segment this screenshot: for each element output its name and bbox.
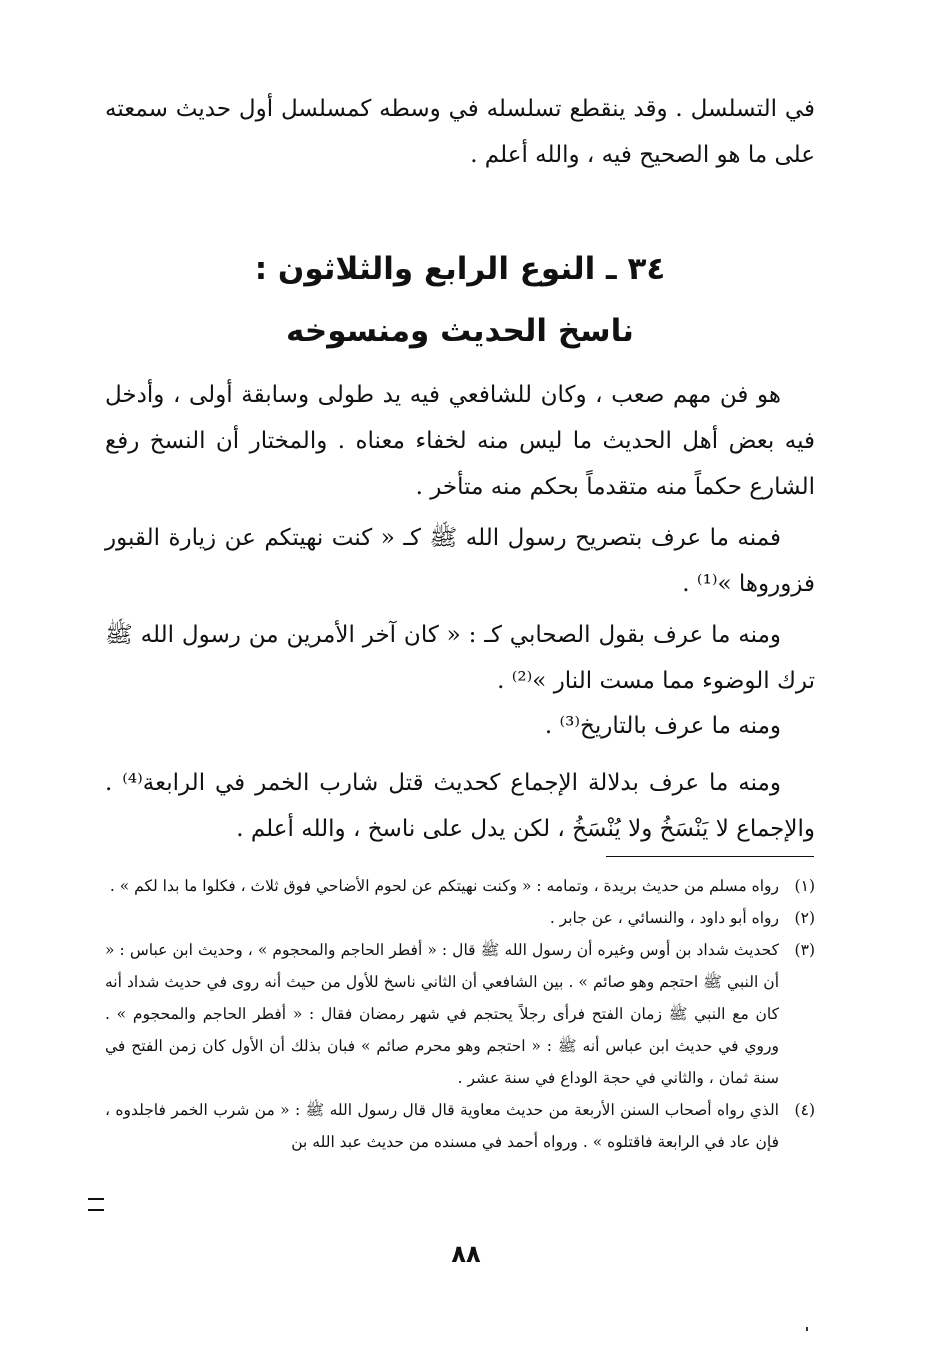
footnote xyxy=(105,870,815,902)
paragraph-prophet-statement xyxy=(105,515,815,607)
footnote-marker: (٤) xyxy=(794,1101,815,1119)
footnote xyxy=(105,902,815,934)
footnote-text: كحديث شداد بن أوس وغيره أن رسول الله ﷺ قال : « أفطر الحاجم والمحجوم » ، وحديث ابن عباس : « أن النبي ﷺ احتجم وهو صائم » . بين الشافعي أن الثاني ناسخ للأول من حيث أنه روى في حديث شداد أنه كان مع النبي ﷺ زمان الفتح فرأى رجلاً يحتجم في شهر رمضان فقال : « أفطر الحاجم والمحجوم » . وروي في حديث ابن عباس أنه ﷺ : « احتجم وهو محرم صائم » فبان بذلك أن الأول كان زمن الفتح في سنة ثمان ، والثاني في حجة الوداع في سنة عشر . xyxy=(105,941,779,1087)
paragraph-text: فمنه ما عرف بتصريح رسول الله ﷺ كـ « كنت نهيتكم عن زيارة القبور فزوروها »⁽¹⁾ . xyxy=(105,525,815,597)
paragraph-text: هو فن مهم صعب ، وكان للشافعي فيه يد طولى وسابقة أولى ، وأدخل فيه بعض أهل الحديث ما ليس منه لخفاء معناه . والمختار أن النسخ رفع الشارع حكماً منه متقدماً بحكم منه متأخر . xyxy=(105,382,815,500)
footnote-marker: (١) xyxy=(794,877,815,895)
continuation-mark-icon xyxy=(88,1198,104,1211)
footnotes xyxy=(105,870,815,1158)
scan-speck xyxy=(806,1327,808,1331)
intro-text: في التسلسل . وقد ينقطع تسلسله في وسطه كمسلسل أول حديث سمعته على ما هو الصحيح فيه ، والله أعلم . xyxy=(105,96,815,168)
intro-paragraph xyxy=(105,86,815,178)
chapter-number-heading: ٣٤ ـ النوع الرابع والثلاثون : xyxy=(254,251,666,287)
chapter-title-heading: ناسخ الحديث ومنسوخه xyxy=(286,313,634,349)
paragraph-definition xyxy=(105,372,815,510)
paragraph-text: ومنه ما عرف بقول الصحابي كـ : « كان آخر الأمرين من رسول الله ﷺ ترك الوضوء مما مست النار »⁽²⁾ . xyxy=(105,622,815,694)
paragraph-consensus xyxy=(105,760,815,852)
footnote-separator xyxy=(606,856,814,857)
footnote-text: الذي رواه أصحاب السنن الأربعة من حديث معاوية قال قال رسول الله ﷺ : « من شرب الخمر فاجلدوه ، فإن عاد في الرابعة فاقتلوه » . ورواه أحمد في مسنده من حديث عبد الله بن xyxy=(105,1101,779,1151)
page-number: ٨٨ xyxy=(451,1240,481,1268)
footnote-marker: (٣) xyxy=(794,941,815,959)
footnote-text: رواه أبو داود ، والنسائي ، عن جابر . xyxy=(549,909,779,927)
paragraph-history xyxy=(105,703,815,749)
paragraph-companion-statement xyxy=(105,612,815,704)
paragraph-text: ومنه ما عرف بالتاريخ⁽³⁾ . xyxy=(544,713,781,739)
footnote xyxy=(105,1094,815,1158)
footnote-marker: (٢) xyxy=(794,909,815,927)
paragraph-text: ومنه ما عرف بدلالة الإجماع كحديث قتل شارب الخمر في الرابعة⁽⁴⁾ . والإجماع لا يَنْسَخُ ولا يُنْسَخُ ، لكن يدل على ناسخ ، والله أعلم . xyxy=(105,770,815,842)
footnote xyxy=(105,934,815,1094)
footnote-text: رواه مسلم من حديث بريدة ، وتمامه : « وكنت نهيتكم عن لحوم الأضاحي فوق ثلاث ، فكلوا ما بدا لكم » . xyxy=(109,877,779,895)
